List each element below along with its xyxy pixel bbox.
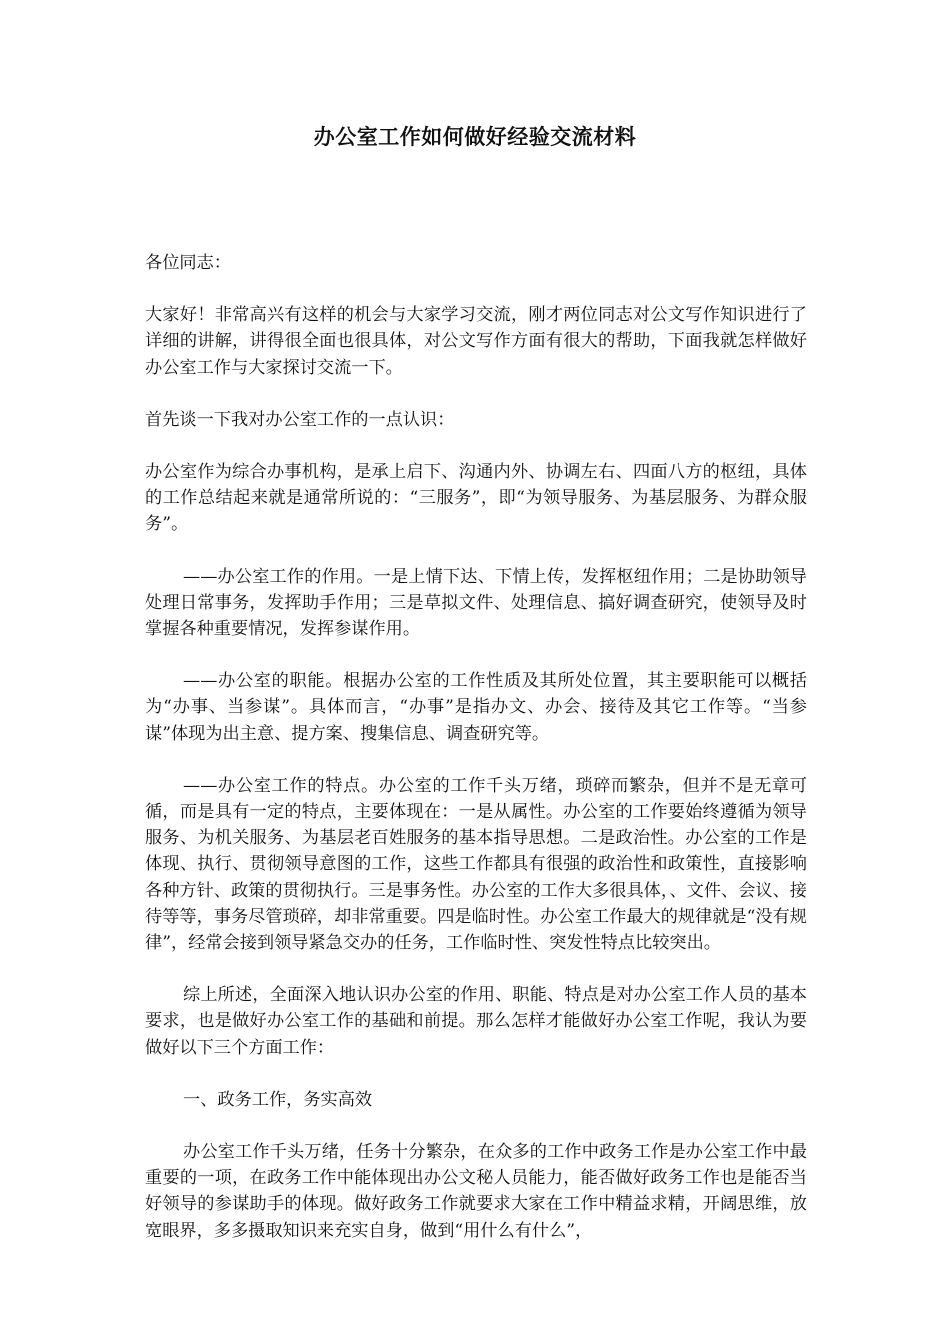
paragraph-features: ——办公室工作的特点。办公室的工作千头万绪，琐碎而繁杂，但并不是无章可循，而是具有一定的特点，主要体现在：一是从属性。办公室的工作要始终遵循为领导服务、为机关服务、为基层老百姓服务的基本指导思想。二是政治性。办公室的工作是体现、执行、贯彻领导意图的工作，这些工作都具有很强的政治性和政策性，直接影响各种方针、政策的贯彻执行。三是事务性。办公室的工作大多很具体，、文件、会议、接待等等，事务尽管琐碎，却非常重要。四是临时性。办公室工作最大的规律就是“没有规律”，经常会接到领导紧急交办的任务，工作临时性、突发性特点比较突出。 (145, 775, 807, 954)
paragraph-function: ——办公室的职能。根据办公室的工作性质及其所处位置，其主要职能可以概括为“办事、当参谋”。具体而言，“办事”是指办文、办会、接待及其它工作等。“当参谋”体现为出主意、提方案、搜集信息、调查研究等。 (145, 671, 807, 744)
paragraph-summary: 综上所述，全面深入地认识办公室的作用、职能、特点是对办公室工作人员的基本要求，也是做好办公室工作的基础和前提。那么怎样才能做好办公室工作呢，我认为要做好以下三个方面工作： (145, 985, 807, 1058)
document-title: 办公室工作如何做好经验交流材料 (313, 124, 637, 149)
paragraph-intro: 首先谈一下我对办公室工作的一点认识： (145, 409, 455, 430)
paragraph-section-1: 办公室工作千头万绪，任务十分繁杂，在众多的工作中政务工作是办公室工作中最重要的一项，在政务工作中能体现出办公文秘人员能力，能否做好政务工作也是能否当好领导的参谋助手的体现。做好政务工作就要求大家在工作中精益求精，开阔思维，放宽眼界，多多摄取知识来充实自身，做到“用什么有什么”， (145, 1142, 807, 1241)
paragraph-overview: 办公室作为综合办事机构，是承上启下、沟通内外、协调左右、四面八方的枢纽，具体的工作总结起来就是通常所说的：“三服务”，即“为领导服务、为基层服务、为群众服务”。 (145, 462, 807, 535)
document-body (145, 250, 807, 1244)
paragraph-opening: 大家好！非常高兴有这样的机会与大家学习交流，刚才两位同志对公文写作知识进行了详细的讲解，讲得很全面也很具体，对公文写作方面有很大的帮助，下面我就怎样做好办公室工作与大家探讨交流一下。 (145, 305, 807, 378)
salutation: 各位同志： (145, 253, 231, 273)
paragraph-role: ——办公室工作的作用。一是上情下达、下情上传，发挥枢纽作用；二是协助领导处理日常事务，发挥助手作用；三是草拟文件、处理信息、搞好调查研究，使领导及时掌握各种重要情况，发挥参谋作用。 (145, 566, 807, 640)
section-heading-1: 一、政务工作，务实高效 (183, 1089, 373, 1110)
